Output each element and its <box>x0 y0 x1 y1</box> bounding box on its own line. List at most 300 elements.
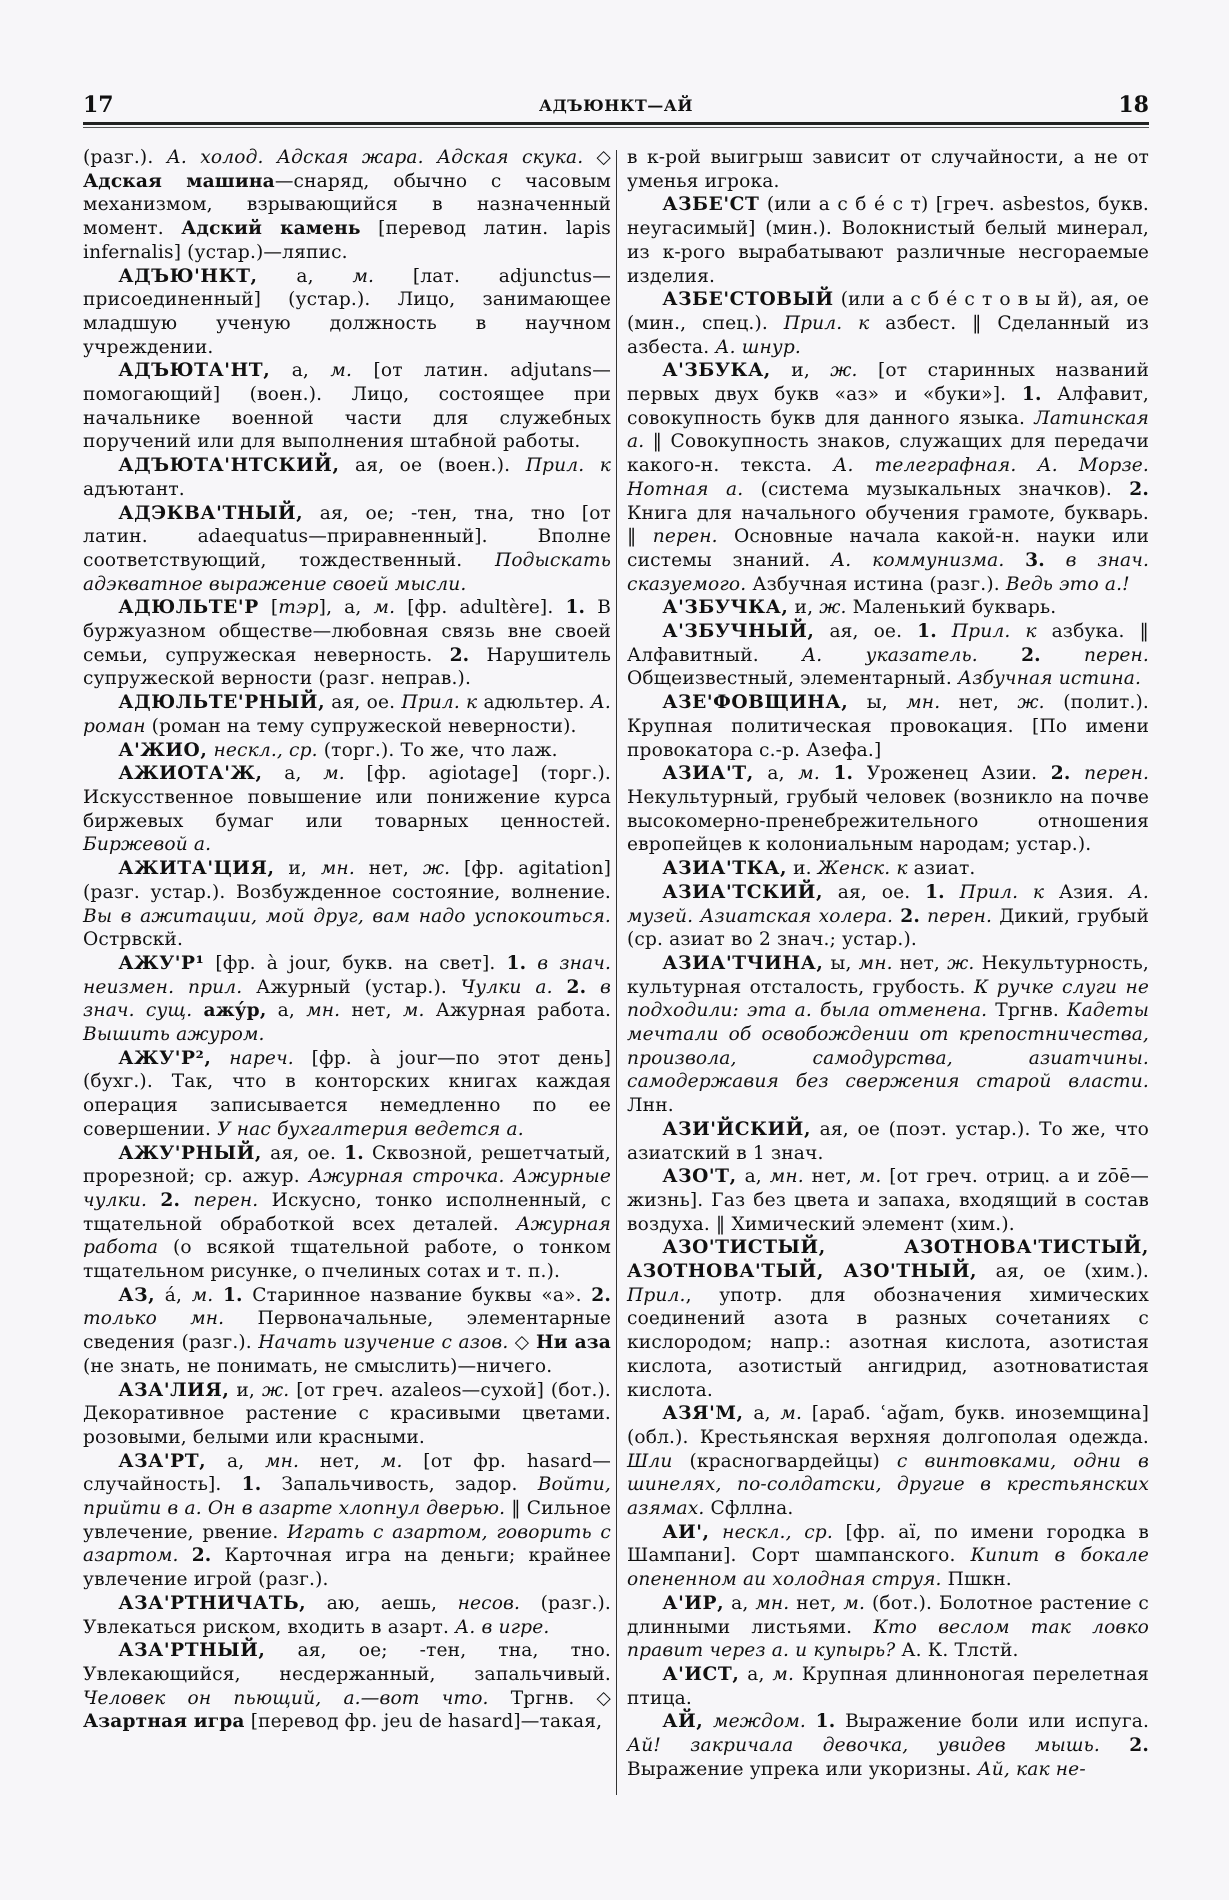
italic-text: ж. <box>422 858 451 880</box>
body-text: а, <box>739 1664 773 1685</box>
italic-text: мн. <box>265 1450 300 1472</box>
body-text: нет, <box>354 858 423 880</box>
body-text: Маленький букварь. <box>846 597 1057 619</box>
body-text: Основные начала какой-н. науки или системы знаний. <box>627 526 1149 571</box>
headword: АЗИ'ЙСКИЙ, <box>662 1118 812 1140</box>
italic-text: междом. <box>713 1711 806 1733</box>
body-text: азбука. ‖ Алфавитный. <box>627 621 1150 666</box>
body-text: аю, аешь, <box>306 1592 458 1614</box>
headword: АЗ, <box>118 1284 156 1306</box>
italic-text: в знач. сказуемого. <box>627 549 1150 595</box>
body-text: В буржуазном обществе—любовная связь вне своей семьи, супружеская неверность. <box>83 597 612 666</box>
left-column <box>83 146 611 1734</box>
body-text: ая, ое. <box>823 881 926 903</box>
headword: А'ЖИО, <box>118 739 208 761</box>
body-text: ‖ Сильное увлечение, рвение. <box>83 1498 612 1543</box>
body-text: (или а с б е́ с т) [греч. asbestos, букв. неугасимый] (мин.). Волокнистый белый минерал, из к-рого вырабатывают различные несгораемые изделия. <box>627 194 1149 287</box>
body-text <box>703 1711 713 1732</box>
dictionary-entry <box>83 1639 611 1734</box>
body-text: нет, <box>789 1592 844 1614</box>
bold-text: Адский камень <box>181 218 361 240</box>
italic-text: перен. <box>193 1189 259 1211</box>
italic-text: Вышить ажуром. <box>83 1024 265 1046</box>
italic-text: А. музей. Азиатская холера. <box>627 881 1149 927</box>
italic-text: м. <box>380 1450 403 1472</box>
body-text: Пшкн. <box>941 1569 1012 1591</box>
body-text <box>179 1545 192 1566</box>
headword: АЗЯ'М, <box>662 1403 744 1425</box>
italic-text: м. <box>330 360 353 382</box>
headword: АДЮЛЬТЕ'РНЫЙ, <box>118 692 326 714</box>
body-text <box>213 1285 223 1306</box>
body-text: Сфллна. <box>704 1498 794 1520</box>
body-text: Первоначальные, элементарные сведения (разг.). <box>83 1308 611 1354</box>
headword: АДЪЮТА'НТ, <box>118 360 271 382</box>
body-text: Ажурная работа. <box>424 1000 611 1022</box>
headword: АЗО'ТИСТЫЙ, АЗОТНОВА'ТИСТЫЙ, АЗОТНОВА'ТЫЙ, АЗО'ТНЫЙ, <box>627 1237 1149 1283</box>
italic-text: Прил. к <box>783 312 870 334</box>
body-text: Искусно, тонко исполненный, с тщательной обработкой всех деталей. <box>83 1189 612 1235</box>
body-text: (о всякой тщательной работе, о тонком тщательном рисунке, о пчелиных сотах и т. п.). <box>83 1237 611 1283</box>
column-divider <box>616 150 617 1795</box>
headword: А'ЗБУЧНЫЙ, <box>662 621 815 643</box>
italic-text: перен. <box>1084 763 1150 785</box>
header-rule <box>83 122 1149 125</box>
body-text: и, <box>229 1379 262 1401</box>
body-text: А. К. Тлстй. <box>895 1640 1019 1662</box>
dictionary-entry <box>83 857 611 952</box>
bold-text: 3. <box>1025 549 1045 571</box>
body-text: ы, <box>848 692 907 714</box>
headword: А'ИСТ, <box>662 1664 740 1685</box>
body-text <box>1100 1735 1129 1756</box>
body-text: а, <box>736 1166 770 1188</box>
body-text <box>192 1000 203 1021</box>
italic-text: Прил. к <box>401 692 478 714</box>
dictionary-entry <box>627 359 1149 596</box>
headword: АИ', <box>662 1521 710 1543</box>
body-text: Дикий, грубый (ср. азиат во 2 знач.; устар.). <box>627 905 1150 951</box>
italic-text: Латинская а. <box>627 407 1149 453</box>
body-text: [от фр. hasard—случайность]. <box>83 1450 611 1496</box>
bold-text: Ни аза <box>535 1332 612 1354</box>
dictionary-entry <box>627 1710 1149 1781</box>
body-text: Нарушитель супружеской верности (разг. неправ.). <box>83 644 612 690</box>
bold-text: 2. <box>591 1284 612 1306</box>
bold-text: 2. <box>1050 763 1071 785</box>
body-text: [фр. agiotage] (торг.). Искусственное повышение или понижение курса биржевых бумаг или товарных ценностей. <box>83 763 611 832</box>
italic-text: м. <box>191 1284 214 1306</box>
body-text <box>1041 645 1084 666</box>
body-text: (роман на тему супружеской неверности). <box>145 715 577 737</box>
body-text: ая, ое; -тен, тна, тно [от латин. adaequatus—приравненный]. Вполне соответствующий, тождественный. <box>83 502 611 571</box>
italic-text: Начать изучение с азов. <box>258 1332 509 1354</box>
body-text: Тргнв. <box>987 1000 1068 1022</box>
italic-text: Прил. к <box>959 881 1045 903</box>
italic-text: нескл., ср. <box>722 1521 833 1543</box>
headword: А'ИР, <box>662 1592 725 1614</box>
dictionary-entry <box>627 1236 1149 1402</box>
body-text: адюльтер. <box>477 692 591 714</box>
italic-text: Кипит в бокале опененном аи холодная струя. <box>627 1545 1149 1591</box>
headword: АЗА'РТ, <box>118 1450 207 1472</box>
body-text: ая, ое. <box>814 621 918 643</box>
bold-text: 1. <box>925 881 945 903</box>
dictionary-entry <box>83 739 611 763</box>
body-text: а, <box>743 1403 781 1425</box>
headword: АЗБЕ'СТ <box>662 194 760 216</box>
headword: АЗО'Т, <box>662 1166 737 1188</box>
italic-text: перен. <box>652 526 718 548</box>
body-text <box>710 1522 723 1543</box>
body-text: а, <box>753 763 799 785</box>
bold-text: Адская машина <box>83 170 275 192</box>
italic-text: Азбучная истина. <box>957 668 1142 690</box>
right-column <box>627 146 1149 1782</box>
body-text: и, <box>770 360 831 382</box>
body-text <box>147 1190 160 1211</box>
body-text: нет, <box>803 1166 860 1188</box>
body-text: а, <box>266 1000 307 1022</box>
body-text: а, <box>206 1450 266 1472</box>
body-text: [фр. à jour—по этот день] (бухг.). Так, что в конторских книгах каждая операция записывается немедленно по ее совершении. <box>83 1047 611 1140</box>
italic-text: мн. <box>306 1000 341 1022</box>
headword: АДЪЮТА'НТСКИЙ, <box>118 455 340 477</box>
dictionary-entry <box>627 1521 1149 1592</box>
body-text: [фр. agitation] (разг. устар.). Возбужденное состояние, волнение. <box>83 858 611 903</box>
dictionary-entry <box>627 1592 1149 1663</box>
dictionary-entry <box>83 762 611 857</box>
bold-text: 1. <box>917 621 937 643</box>
bold-text: 1. <box>833 763 854 785</box>
bold-text: ажу́р, <box>203 1000 267 1022</box>
bold-text: 2. <box>1021 644 1041 666</box>
headword: АЖИТА'ЦИЯ, <box>118 858 275 880</box>
body-text: [от старинных названий первых двух букв «аз» и «буки»]. <box>627 360 1150 406</box>
body-text: а, <box>257 265 353 287</box>
body-text: [от греч. azaleos—сухой] (бот.). Декоративное растение с красивыми цветами. розовыми, белыми или красными. <box>83 1379 611 1448</box>
body-text: Некультурный, грубый человек (возникло на почве высокомерно-пренебрежительного отношения европейцев к колониальным народам; устар.). <box>627 786 1149 856</box>
headword: АЗБЕ'СТОВЫЙ <box>662 289 834 311</box>
bold-text: 2. <box>900 905 920 927</box>
page-number-left: 17 <box>83 92 114 118</box>
italic-text: Кадеты мечтали об освобождении от крепостничества, произвола, самодурства, азиатчины. самодержавия без свержения старой власти. <box>627 1000 1149 1093</box>
dictionary-entry <box>627 691 1149 762</box>
body-text: Уроженец Азии. <box>853 763 1051 785</box>
body-text: Карточная игра на деньги; крайнее увлечение игрой (разг.). <box>83 1545 611 1591</box>
body-text: [фр. aï, по имени городка в Шампани]. Сорт шампанского. <box>627 1521 1149 1567</box>
italic-text: А. указатель. <box>802 644 978 666</box>
body-text: Некультурность, культурная отсталость, грубость. <box>627 952 1149 998</box>
body-text: ], а, <box>318 597 374 619</box>
italic-text: тэр <box>278 597 319 619</box>
body-text <box>1045 550 1066 571</box>
dictionary-entry <box>627 857 1149 881</box>
body-text: ая, ое. <box>261 1142 345 1164</box>
italic-text: м. <box>772 1664 795 1685</box>
body-text <box>180 1190 193 1211</box>
body-text: [араб. ʿağam, букв. иноземщина] (обл.). Крестьянская верхняя долгополая одежда. <box>627 1403 1149 1448</box>
italic-text: Войти, прийти в а. Он в азарте хлопнул дверью. <box>83 1474 611 1520</box>
italic-text: нареч. <box>229 1047 294 1069</box>
headword: АДЮЛЬТЕ'Р <box>118 597 259 619</box>
italic-text: нескл., ср. <box>213 739 318 761</box>
headword: АЗИА'Т, <box>662 763 754 785</box>
body-text: Выражение упрека или укоризны. <box>627 1758 978 1780</box>
dictionary-entry <box>627 952 1149 1118</box>
dictionary-entry <box>83 1284 611 1379</box>
italic-text: м. <box>843 1592 866 1614</box>
body-text: (или а с б е́ с т о в ы й), ая, ое (мин., спец.). <box>627 289 1149 334</box>
body-text: ◇ <box>508 1332 536 1354</box>
body-text: (система музыкальных значков). <box>743 478 1130 500</box>
dictionary-entry <box>83 454 611 501</box>
bold-text: 1. <box>506 952 527 974</box>
body-text: —снаряд, обычно с часовым механизмом, взрывающийся в назначенный момент. <box>83 170 612 240</box>
dictionary-entry <box>83 502 611 597</box>
body-text <box>1004 550 1025 571</box>
dictionary-entry <box>83 596 611 691</box>
body-text <box>526 953 537 974</box>
dictionary-entry <box>627 596 1149 620</box>
dictionary-entry <box>627 881 1149 952</box>
body-text <box>553 977 567 998</box>
dictionary-entry <box>627 288 1149 359</box>
body-text: [лат. adjunctus—присоединенный] (устар.). Лицо, занимающее младшую ученую должность в научном учреждении. <box>83 265 611 358</box>
body-text: ы, <box>823 952 859 974</box>
body-text: Лнн. <box>627 1095 674 1117</box>
italic-text: мн. <box>755 1592 790 1614</box>
body-text: а́, <box>155 1284 192 1306</box>
dictionary-entry <box>627 1663 1149 1710</box>
dictionary-entry <box>83 1047 611 1142</box>
italic-text: А. холод. Адская жара. Адская скука. <box>166 147 584 168</box>
body-text: Выражение боли или испуга. <box>835 1711 1150 1733</box>
body-text <box>978 645 1021 666</box>
body-text <box>211 1048 229 1069</box>
italic-text: Ведь это а.! <box>1005 573 1130 595</box>
body-text: и, <box>788 597 820 619</box>
body-text: Тргнв. ◇ <box>488 1687 611 1709</box>
body-text <box>820 763 834 784</box>
dictionary-entry <box>83 359 611 454</box>
page-header <box>83 92 1149 120</box>
page-number-right: 18 <box>1118 92 1149 118</box>
dictionary-entry <box>83 1142 611 1284</box>
bold-text: 2. <box>1129 478 1149 500</box>
bold-text: 2. <box>160 1189 181 1211</box>
italic-text: Ажурная работа <box>83 1213 611 1259</box>
body-text: (торг.). То же, что лаж. <box>317 739 558 761</box>
body-text <box>1071 763 1085 784</box>
italic-text: м. <box>373 597 396 619</box>
italic-text: перен. <box>927 905 993 927</box>
dictionary-entry <box>83 691 611 738</box>
italic-text: только мн. <box>83 1308 225 1330</box>
body-text: адъютант. <box>83 478 185 500</box>
dictionary-entry <box>627 1118 1149 1165</box>
body-text: Острвскй. <box>83 929 184 951</box>
body-text: ая, ое. <box>325 692 402 714</box>
dictionary-entry <box>627 1165 1149 1236</box>
body-text: [перевод фр. jeu de hasard]—такая, <box>244 1711 603 1733</box>
body-text: (разг.). Увлекаться риском, входить в азарт. <box>83 1592 611 1638</box>
italic-text: ж. <box>1017 692 1045 714</box>
bold-text: 1. <box>344 1142 364 1164</box>
italic-text: А. коммунизма. <box>831 549 1005 571</box>
dictionary-entry <box>83 1379 611 1450</box>
body-text: азбест. ‖ Сделанный из азбеста. <box>627 312 1149 358</box>
headword: АЗЕ'ФОВЩИНА, <box>662 692 849 714</box>
body-text: (не знать, не понимать, не смыслить)—ничего. <box>83 1355 553 1377</box>
italic-text: А. роман <box>83 692 611 737</box>
dictionary-entry <box>627 1402 1149 1521</box>
italic-text: Биржевой а. <box>83 834 212 856</box>
bold-text: 1. <box>241 1474 262 1496</box>
italic-text: ж. <box>819 597 847 619</box>
italic-text: Прил. к <box>951 621 1037 643</box>
body-text: Алфавит, совокупность букв для данного языка. <box>627 384 1149 429</box>
body-text: , употр. для обозначения химических соединений азота в разных сочетаниях с кислородом; напр.: азотная кислота, азотистая кислота, азотистый ангидрид, азотноватистая кислота. <box>627 1284 1149 1401</box>
italic-text: К ручке слуги не подходили: эта а. была отменена. <box>627 976 1149 1022</box>
headword: А'ЗБУЧКА, <box>662 597 789 619</box>
italic-text: м. <box>323 763 345 785</box>
body-text <box>806 1711 816 1732</box>
italic-text: перен. <box>1084 644 1149 666</box>
body-text <box>586 977 600 998</box>
dictionary-entry <box>627 193 1149 288</box>
italic-text: ж. <box>830 360 858 382</box>
body-text: [перевод латин. lapis infernalis] (устар.)—ляпис. <box>83 218 611 263</box>
headword: АЖУ'РНЫЙ, <box>118 1142 262 1164</box>
italic-text: Ай! закричала девочка, увидев мышь. <box>627 1735 1100 1757</box>
italic-text: Женск. к <box>817 858 908 880</box>
body-text: (красногвардейцы) <box>672 1450 897 1472</box>
body-text: Азия. <box>1044 881 1129 903</box>
bold-text: 1. <box>815 1711 836 1733</box>
body-text: Азбучная истина (разг.). <box>746 573 1006 595</box>
body-text: ‖ Совокупность знаков, служащих для передачи какого-н. текста. <box>627 431 1149 477</box>
headword: АЗА'РТНЫЙ, <box>118 1640 266 1662</box>
body-text: [ <box>258 597 279 619</box>
headword: АДЪЮ'НКТ, <box>118 265 258 287</box>
headword: АЗИА'ТСКИЙ, <box>662 881 824 903</box>
italic-text: с винтовками, одни в шинелях, по-солдатски, другие в крестьянских азямах. <box>627 1450 1149 1520</box>
body-text: ая, ое (поэт. устар.). То же, что азиатский в 1 знач. <box>627 1118 1149 1164</box>
bold-text: 1. <box>1021 384 1042 406</box>
italic-text: А. телеграфная. А. Морзе. Нотная а. <box>627 455 1149 500</box>
running-head: АДЪЮНКТ—АЙ <box>539 96 693 115</box>
body-text: [фр. à jour, букв. на свет]. <box>204 952 507 974</box>
italic-text: Прил. <box>627 1284 686 1306</box>
headword: АЖИОТА'Ж, <box>118 763 263 785</box>
header-rule-thin <box>83 127 1149 128</box>
dictionary-entry <box>627 146 1149 193</box>
body-text: Запальчивость, задор. <box>261 1474 538 1496</box>
body-text: нет, <box>940 692 1018 714</box>
italic-text: в знач. неизмен. прил. <box>83 952 612 998</box>
italic-text: м. <box>798 763 820 785</box>
italic-text: м. <box>780 1403 803 1425</box>
body-text: [от латин. adjutans—помогающий] (воен.). Лицо, состоящее при начальнике военной части для служебных поручений или для выполнения штабной работы. <box>83 360 611 453</box>
italic-text: несов. <box>457 1592 521 1614</box>
body-text: а, <box>262 763 324 785</box>
body-text: Старинное название буквы «а». <box>242 1284 592 1306</box>
bold-text: Азартная игра <box>83 1711 245 1733</box>
italic-text: ж. <box>947 952 975 974</box>
body-text: Ажурный (устар.). <box>242 976 461 998</box>
dictionary-entry <box>83 1592 611 1639</box>
headword: АЖУ'Р¹ <box>118 952 205 974</box>
body-text: Крупная длинноногая перелетная птица. <box>627 1664 1149 1709</box>
italic-text: м. <box>402 1000 425 1022</box>
italic-text: мн. <box>320 858 355 880</box>
body-text: [от греч. отриц. а и zōē—жизнь]. Газ без цвета и запаха, входящий в состав воздуха. ‖ Химический элемент (хим.). <box>627 1166 1149 1235</box>
dictionary-entry <box>627 620 1149 691</box>
italic-text: Ажурная строчка. Ажурные чулки. <box>83 1166 611 1211</box>
headword: АЗИА'ТЧИНА, <box>662 952 824 974</box>
italic-text: в знач. сущ. <box>83 976 612 1022</box>
body-text: нет, <box>892 952 948 974</box>
body-text: а, <box>270 360 331 382</box>
italic-text: Вы в ажитации, мой друг, вам надо успокоиться. <box>83 905 611 927</box>
italic-text: Шли <box>627 1450 673 1472</box>
body-text <box>945 882 960 903</box>
italic-text: Ай, как не- <box>977 1758 1086 1780</box>
italic-text: мн. <box>858 952 893 974</box>
body-text: ая, ое (хим.). <box>977 1261 1149 1283</box>
body-text: (разг.). <box>83 147 167 168</box>
body-text: нет, <box>340 1000 403 1022</box>
headword: АЗА'ЛИЯ, <box>118 1379 230 1401</box>
headword: АЖУ'Р², <box>118 1047 212 1069</box>
body-text: нет, <box>299 1450 381 1472</box>
bold-text: 1. <box>222 1284 243 1306</box>
body-text: и. <box>787 858 818 880</box>
dictionary-entry <box>83 952 611 1047</box>
body-text <box>937 621 952 642</box>
dictionary-entry <box>83 265 611 360</box>
body-text: [фр. adultère]. <box>395 597 566 619</box>
italic-text: мн. <box>906 692 941 714</box>
bold-text: 2. <box>449 644 470 666</box>
italic-text: Человек он пьющий, а.—вот что. <box>83 1687 489 1709</box>
italic-text: А. в игре. <box>455 1616 550 1638</box>
headword: А'ЗБУКА, <box>662 360 771 382</box>
body-text: ◇ <box>583 147 611 168</box>
headword: АЗИА'ТКА, <box>662 858 788 880</box>
bold-text: 2. <box>566 976 587 998</box>
dictionary-entry <box>83 146 611 265</box>
italic-text: мн. <box>769 1166 804 1188</box>
italic-text: Чулки а. <box>460 976 553 998</box>
italic-text: У нас бухгалтерия ведется а. <box>217 1118 524 1140</box>
italic-text: Подыскать адэкватное выражение своей мысли. <box>83 549 611 595</box>
headword: АДЭКВА'ТНЫЙ, <box>118 502 304 524</box>
headword: АЙ, <box>662 1711 704 1733</box>
headword: АЗА'РТНИЧАТЬ, <box>118 1592 307 1614</box>
body-text: (полит.). Крупная политическая провокация. [По имени провокатора с.-р. Азефа.] <box>627 692 1149 761</box>
italic-text: Прил. к <box>525 455 612 477</box>
bold-text: 2. <box>191 1545 212 1567</box>
body-text: азиат. <box>907 858 976 880</box>
italic-text: Играть с азартом, говорить с азартом. <box>83 1521 611 1567</box>
italic-text: А. шнур. <box>715 336 801 358</box>
italic-text: Кто веслом так ловко правит через а. и купырь? <box>627 1616 1149 1662</box>
italic-text: ж. <box>261 1379 290 1401</box>
dictionary-entry <box>83 1450 611 1592</box>
bold-text: 2. <box>1129 1735 1150 1757</box>
